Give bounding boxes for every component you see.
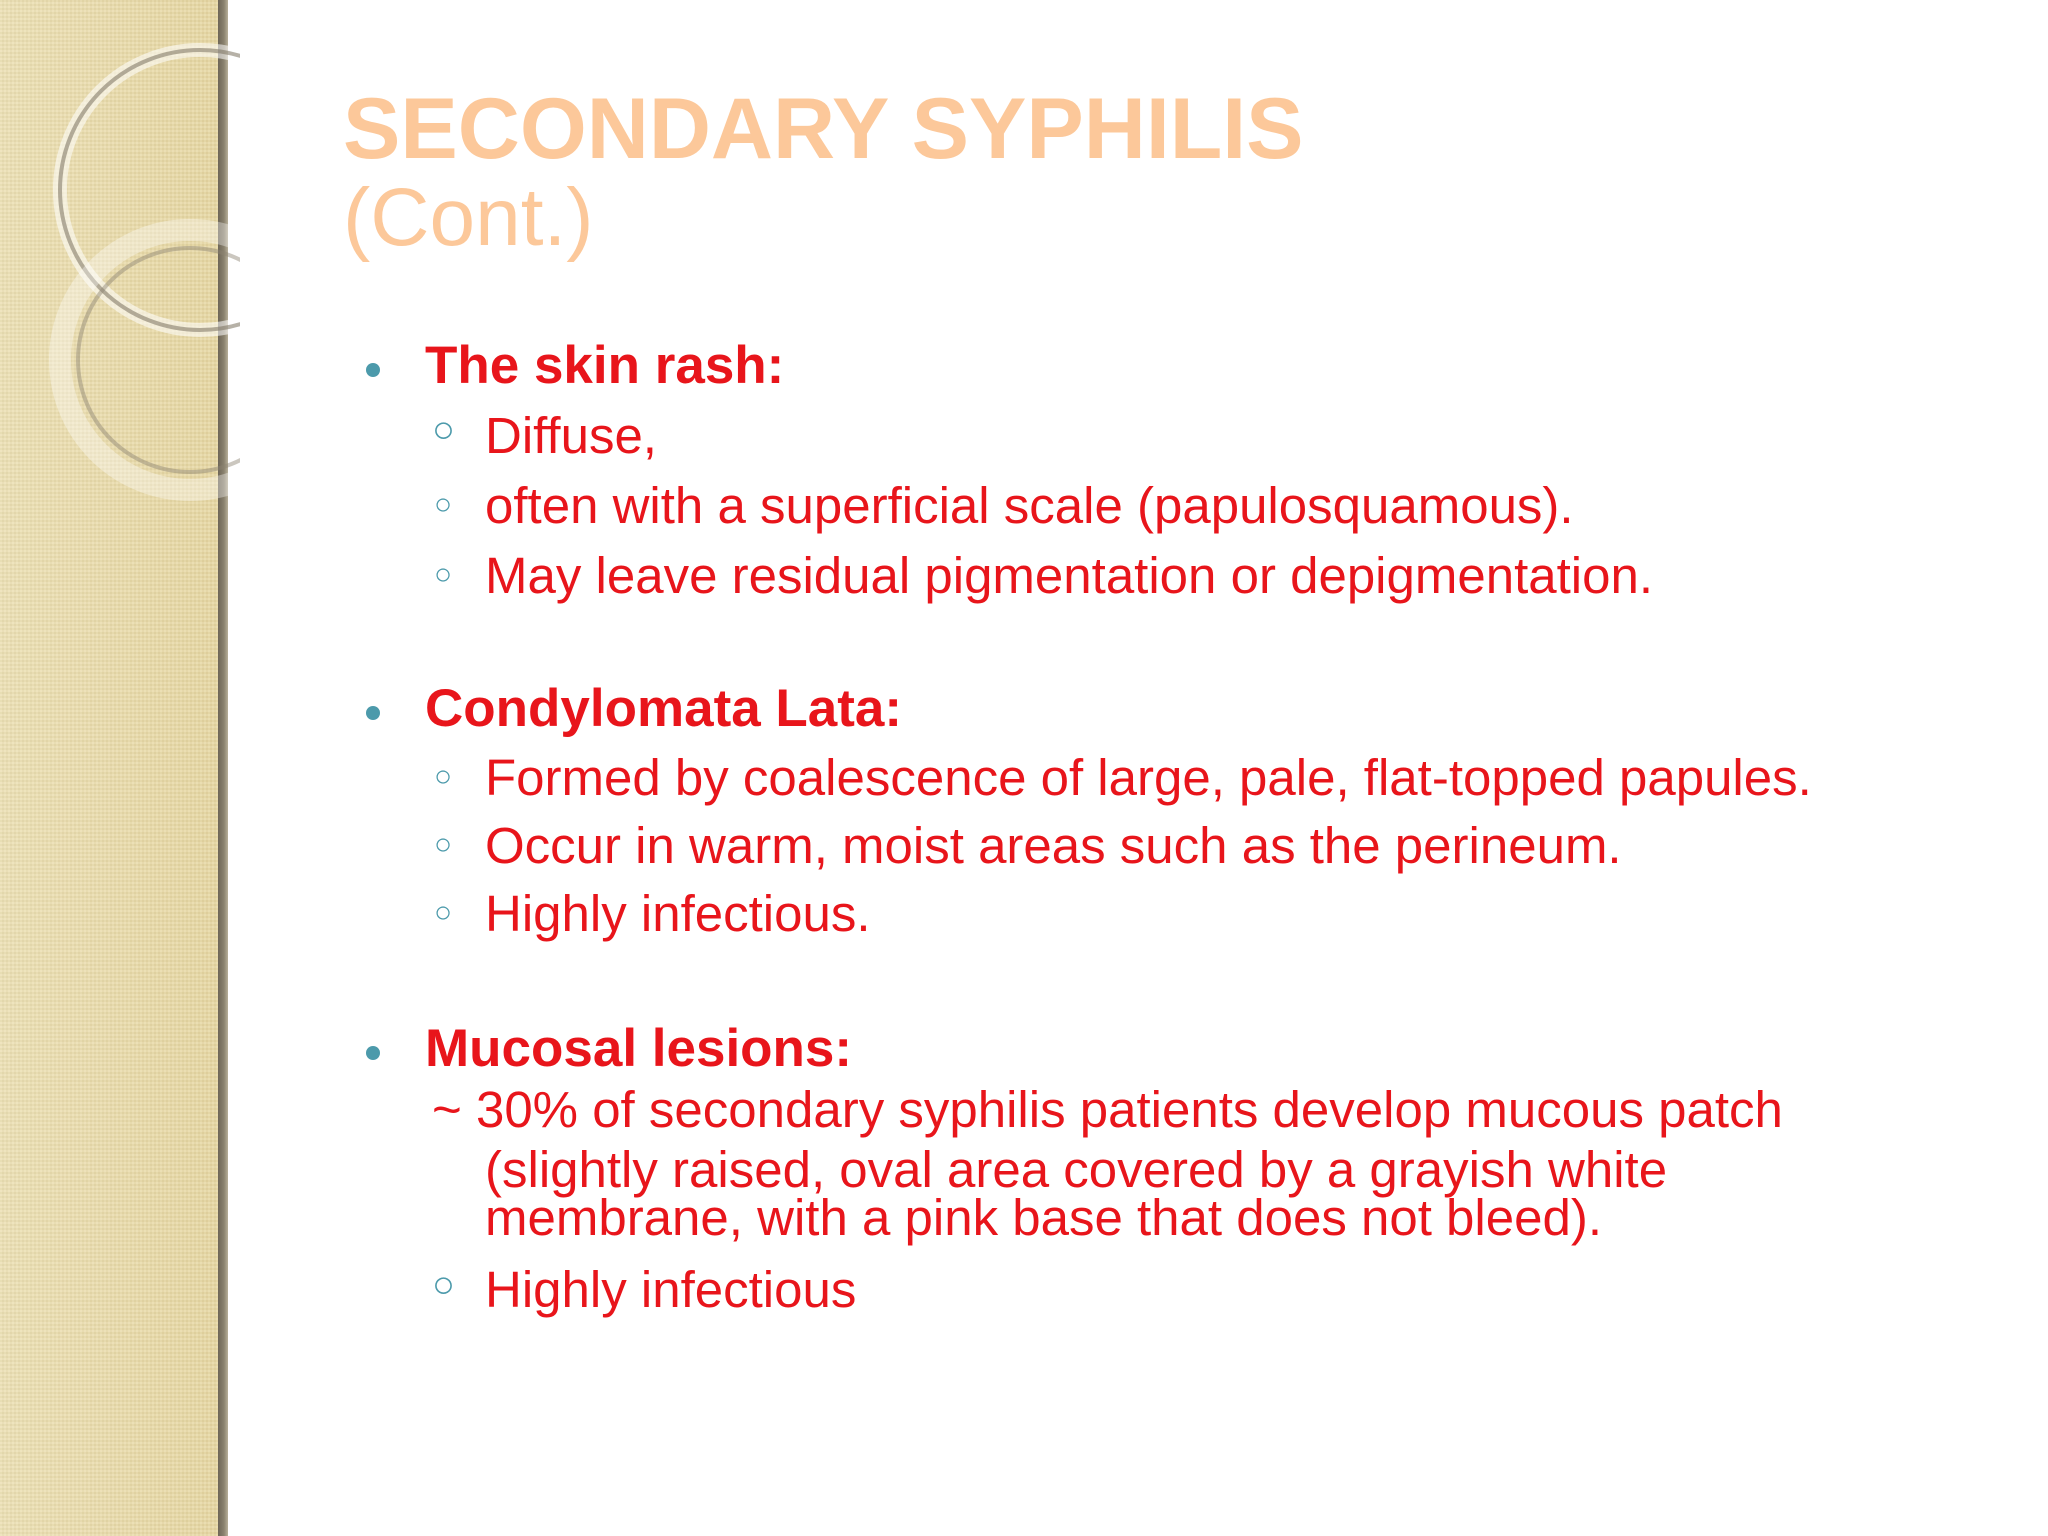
list-item: Occur in warm, moist areas such as the perineum. bbox=[485, 817, 1622, 874]
list-item: often with a superficial scale (papulosquamous). bbox=[485, 477, 1574, 534]
bullet-dot bbox=[366, 363, 380, 377]
sub-bullet-ring: ○ bbox=[434, 760, 453, 793]
sub-bullet-ring: ○ bbox=[432, 409, 455, 451]
decorative-rings bbox=[0, 0, 240, 520]
title-line-1: SECONDARY SYPHILIS bbox=[343, 81, 1304, 177]
title-line-2: (Cont.) bbox=[343, 172, 594, 264]
bullet-dot bbox=[366, 706, 380, 720]
sub-bullet-ring: ○ bbox=[434, 558, 453, 591]
mucosal-description-cont-1: (slightly raised, oval area covered by a grayish white bbox=[485, 1141, 1668, 1198]
mucosal-description-cont-2: membrane, with a pink base that does not bleed). bbox=[485, 1189, 1602, 1246]
list-item: Formed by coalescence of large, pale, flat-topped papules. bbox=[485, 749, 1812, 806]
mucosal-description: ~ 30% of secondary syphilis patients develop mucous patch bbox=[432, 1081, 1783, 1138]
section-heading-condylomata: Condylomata Lata: bbox=[425, 679, 903, 738]
slide-title bbox=[343, 81, 1304, 264]
list-item: May leave residual pigmentation or depigmentation. bbox=[485, 547, 1654, 604]
list-item: Diffuse, bbox=[485, 407, 657, 464]
sub-bullet-ring: ○ bbox=[434, 828, 453, 861]
sub-bullet-ring: ○ bbox=[432, 1264, 455, 1306]
sub-bullet-ring: ○ bbox=[434, 896, 453, 929]
list-item: Highly infectious. bbox=[485, 885, 871, 942]
list-item: Highly infectious bbox=[485, 1261, 857, 1318]
section-heading-skin-rash: The skin rash: bbox=[425, 336, 785, 395]
sub-bullet-ring: ○ bbox=[434, 488, 453, 521]
bullet-dot bbox=[366, 1046, 380, 1060]
section-heading-mucosal: Mucosal lesions: bbox=[425, 1019, 853, 1078]
